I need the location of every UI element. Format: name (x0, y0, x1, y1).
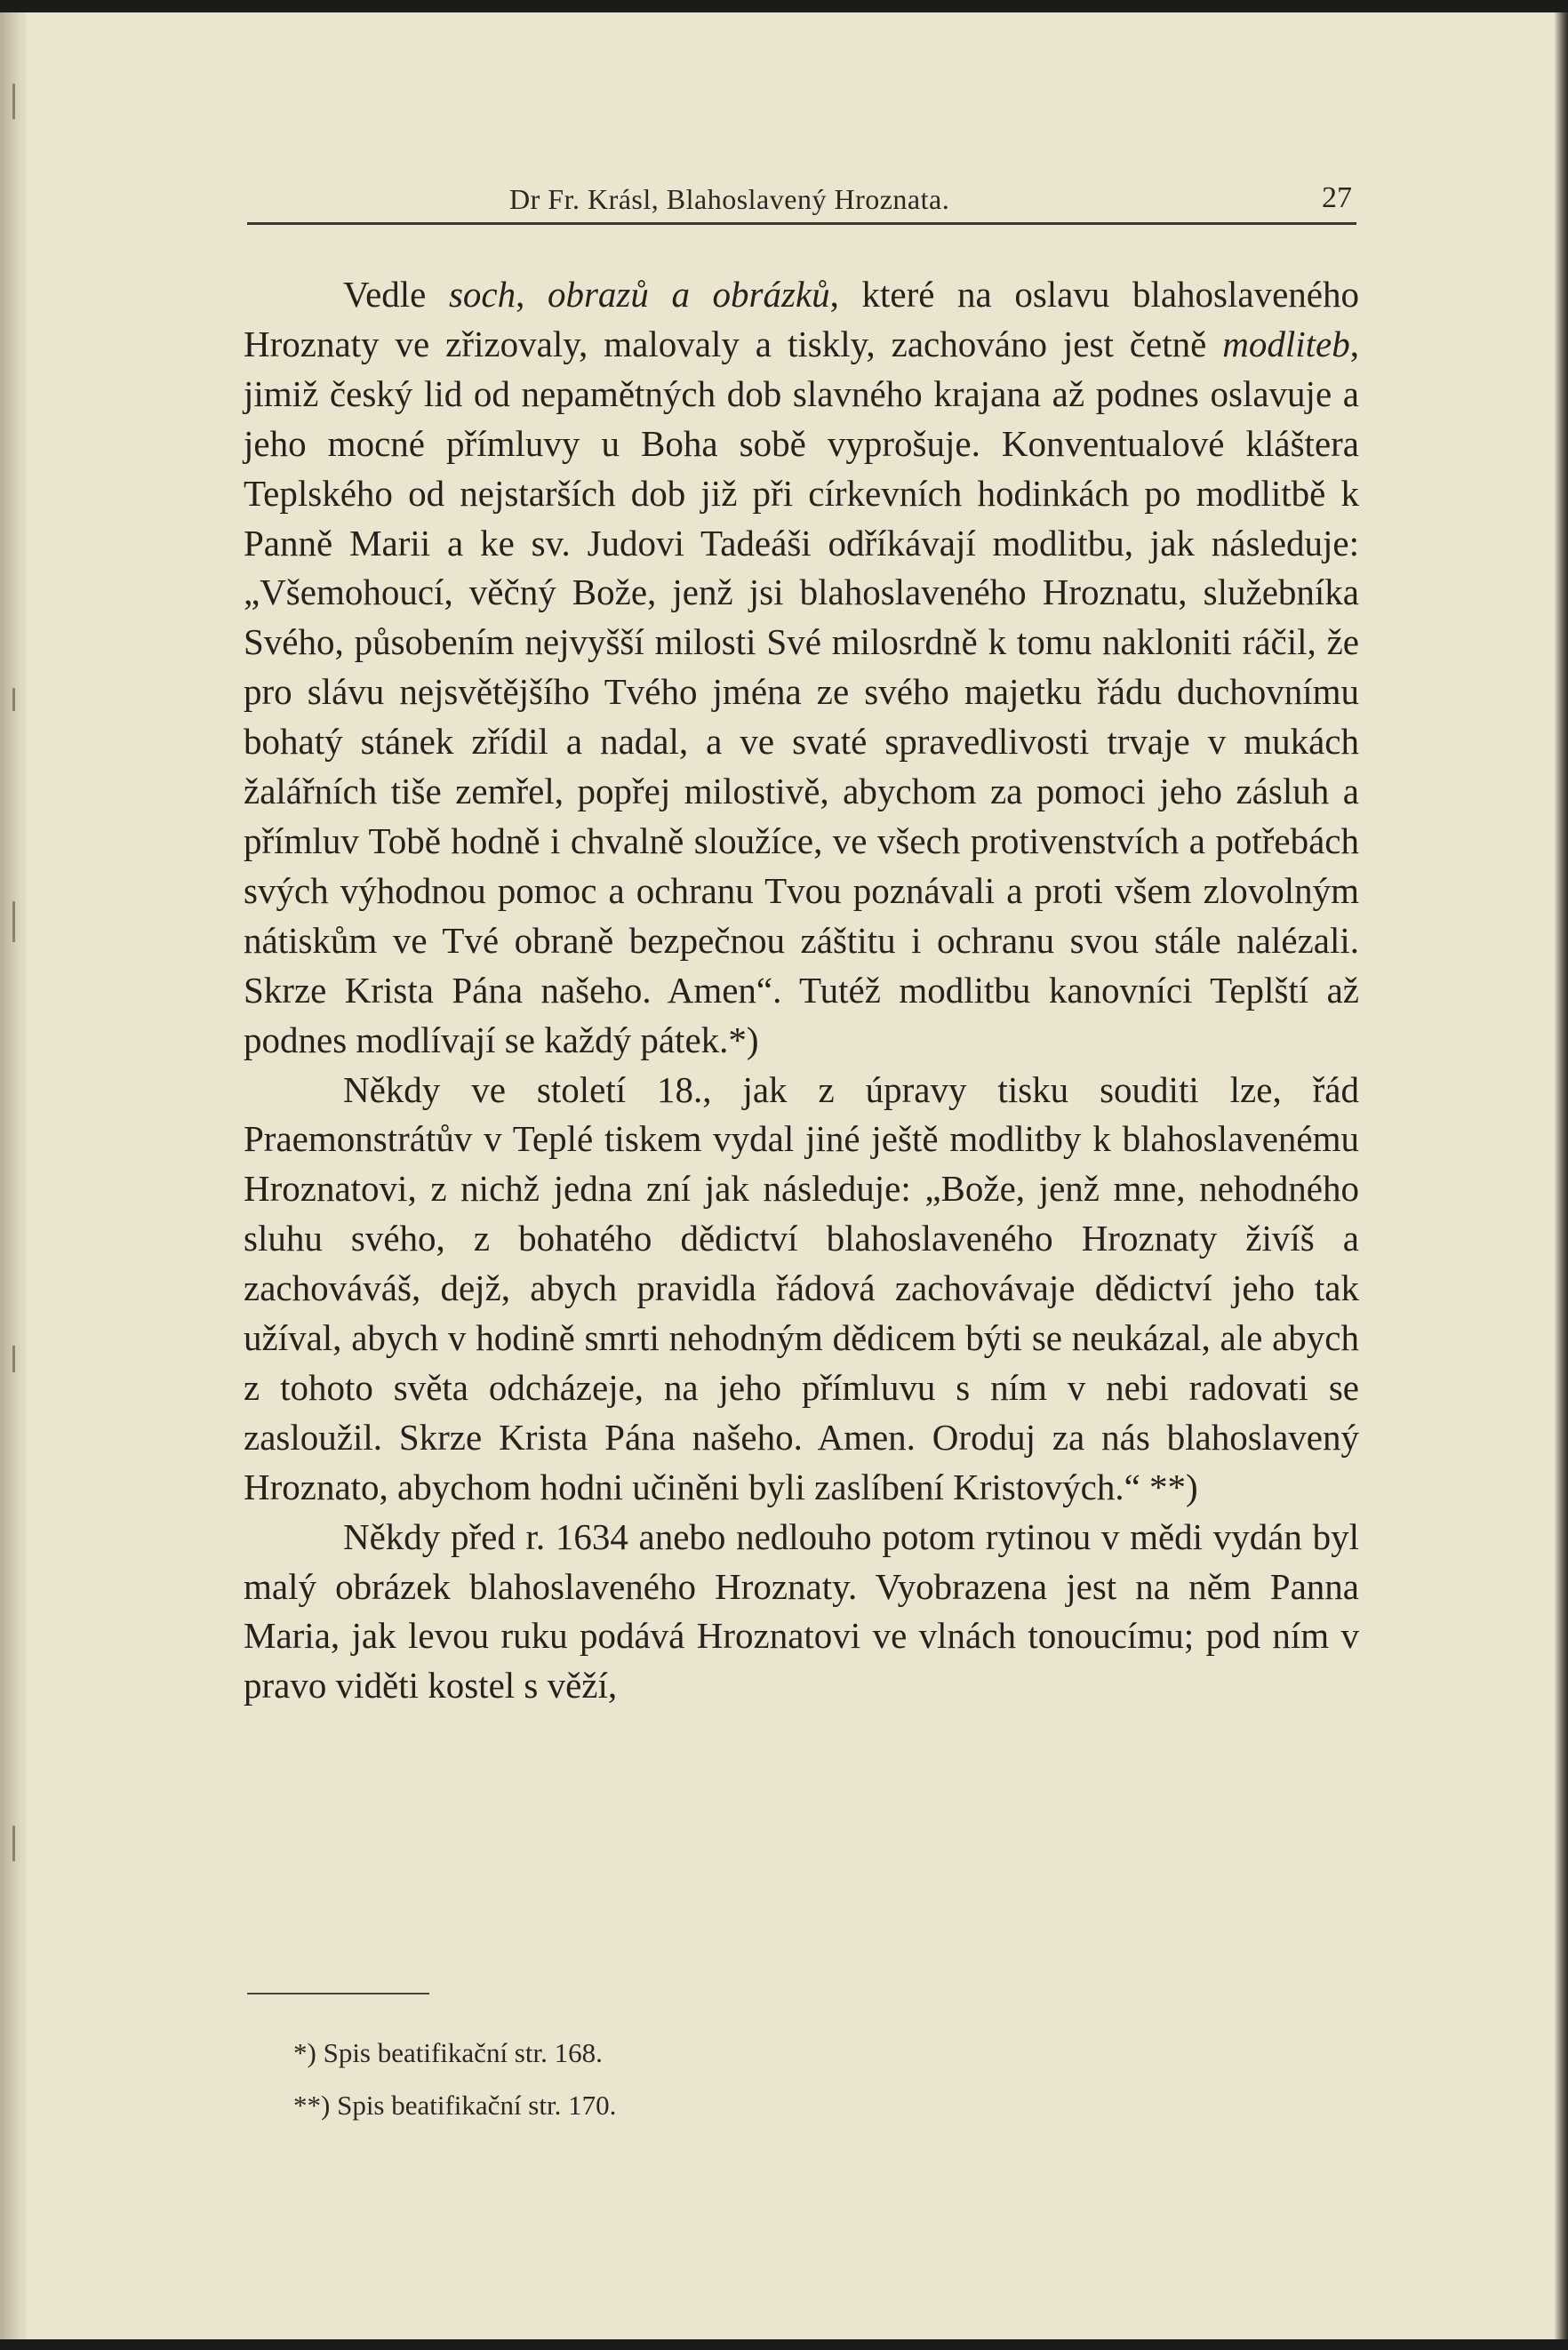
text-run: , (516, 274, 548, 315)
paragraph (244, 1066, 1359, 1513)
footnotes (293, 2026, 1093, 2131)
binding-mark (12, 1346, 15, 1372)
footnote: *) Spis beatifikační str. 168. (293, 2037, 603, 2068)
binding-mark (12, 1826, 15, 1861)
binding-mark (12, 901, 15, 942)
text-run: , které na oslavu blahoslaveného Hroznaty ve zřizovaly, malovaly a tiskly, zachováno jest četně (244, 274, 1359, 364)
footnote: **) Spis beatifikační str. 170. (293, 2090, 617, 2121)
book-page (0, 12, 1568, 2339)
body-text (244, 270, 1359, 1711)
text-run: , jimiž český lid od nepamětných dob slavného krajana až podnes oslavuje a jeho mocné přímluvy u Boha sobě vyprošuje. Konventualové kláštera Teplského od nejstarších dob již při církevních hodinkách po modlitbě k Panně Marii a ke sv. Judovi Tadeáši odříkávají modlitbu, jak následuje: „Všemohoucí, věčný Bože, jenž jsi blahoslaveného Hroznatu, služebníka Svého, působením nejvyšší milosti Své milosrdně k tomu nakloniti ráčil, že pro slávu nejsvětějšího Tvého jména ze svého majetku řádu duchovnímu bohatý stánek zřídil a nadal, a ve svaté spravedlivosti trvaje v mukách žalářních tiše zemřel, popřej milostivě, abychom za pomoci jeho zásluh a přímluv Tobě hodně i chvalně sloužíce, ve všech protivenstvích a potřebách svých výhodnou pomoc a ochranu Tvou poznávali a proti všem zlovolným nátiskům ve Tvé obraně bezpečnou záštitu i ochranu svou stále nalézali. Skrze Krista Pána našeho. Amen“. Tutéž modlitbu kanovníci Teplští až podnes modlívají se každý pátek.*) (244, 323, 1359, 1060)
paragraph (244, 1513, 1359, 1712)
text-run: Někdy ve století 18., jak z úpravy tisku souditi lze, řád Praemonstrátův v Teplé tiskem vydal jiné ještě modlitby k blahoslavenému Hroznatovi, z nichž jedna zní jak následuje: „Bože, jenž mne, nehodného sluhu svého, z bohatého dědictví blahoslaveného Hroznaty živíš a zachováváš, dejž, abych pravidla řádová zachovávaje dědictví jeho tak užíval, abych v hodině smrti nehodným dědicem býti se neukázal, ale abych z tohoto světa odcházeje, na jeho přímluvu s ním v nebi radovati se zasloužil. Skrze Krista Pána našeho. Amen. Oroduj za nás blahoslavený Hroznato, abychom hodni učiněni byli zaslíbení Kristových.“ **) (244, 1068, 1359, 1507)
text-run: Vedle (343, 274, 449, 315)
running-title: Dr Fr. Krásl, Blahoslavený Hroznata. (509, 183, 950, 215)
page-number: 27 (1322, 181, 1352, 214)
page-shadow-edge (1554, 12, 1568, 2339)
italic-text-run: modliteb (1222, 323, 1350, 364)
binding-mark (12, 84, 15, 119)
italic-text-run: obrazů a obrázků (547, 274, 830, 315)
running-header (247, 172, 1356, 225)
footnote-separator (247, 1993, 429, 1994)
page-binding-edge (0, 12, 27, 2339)
italic-text-run: soch (448, 274, 516, 315)
binding-mark (12, 688, 15, 711)
paragraph (244, 270, 1359, 1066)
text-run: Někdy před r. 1634 anebo nedlouho potom rytinou v mědi vydán byl malý obrázek blahoslaveného Hroznaty. Vyobrazena jest na něm Panna Maria, jak levou ruku podává Hroznatovi ve vlnách tonoucímu; pod ním v pravo viděti kostel s věží, (244, 1515, 1359, 1707)
